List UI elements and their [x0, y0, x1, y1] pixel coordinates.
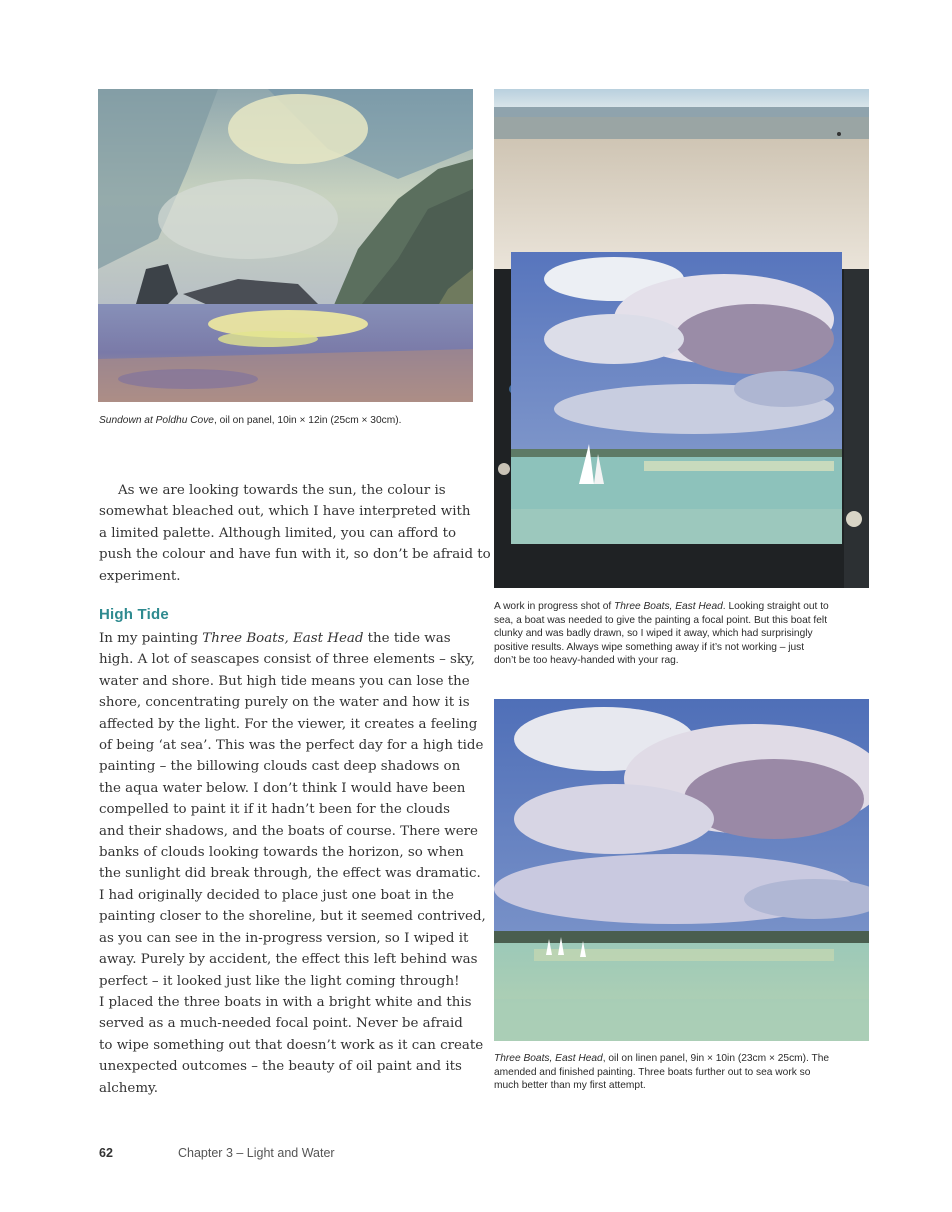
high-tide-paragraph	[99, 628, 486, 1099]
high-tide-line: unexpected outcomes – the beauty of oil paint and its	[99, 1059, 462, 1075]
high-tide-line: the sunlight did break through, the effect was dramatic.	[99, 866, 481, 882]
high-tide-line: perfect – it looked just like the light coming through!	[99, 973, 460, 989]
caption-wip-line1: . Looking straight out to	[722, 601, 829, 612]
section-heading-high-tide: High Tide	[99, 606, 169, 623]
high-tide-line: shore, concentrating purely on the water and how it is	[99, 695, 470, 711]
high-tide-line: and their shadows, and the boats of course. There were	[99, 823, 478, 839]
caption-finished-title: Three Boats, East Head	[494, 1053, 603, 1064]
page-number: 62	[99, 1146, 113, 1160]
high-tide-line1-title: Three Boats, East Head	[202, 631, 364, 646]
caption-sundown	[99, 414, 401, 428]
intro-paragraph	[99, 480, 491, 587]
caption-finished-line2: amended and finished painting. Three boats further out to sea work so	[494, 1066, 811, 1078]
caption-sundown-text: , oil on panel, 10in × 12in (25cm × 30cm).	[213, 415, 402, 426]
caption-wip-line3: clunky and was badly drawn, so I wiped it away, which had surprisingly	[494, 628, 813, 640]
high-tide-line: away. Purely by accident, the effect this left behind was	[99, 952, 478, 968]
high-tide-line: painting closer to the shoreline, but it seemed contrived,	[99, 909, 486, 925]
intro-line: As we are looking towards the sun, the colour is	[118, 483, 446, 498]
high-tide-line: painting – the billowing clouds cast deep shadows on	[99, 759, 461, 775]
high-tide-line	[99, 628, 475, 649]
intro-line: push the colour and have fun with it, so don’t be afraid to	[99, 547, 491, 563]
high-tide-line: banks of clouds looking towards the horizon, so when	[99, 845, 464, 861]
caption-wip-pre: A work in progress shot of	[494, 601, 615, 612]
high-tide-line: affected by the light. For the viewer, it creates a feeling	[99, 716, 478, 732]
high-tide-line: of being ‘at sea’. This was the perfect day for a high tide	[99, 738, 484, 754]
high-tide-line: I had originally decided to place just one boat in the	[99, 887, 454, 903]
painting-sundown-poldhu-cove	[98, 89, 473, 402]
high-tide-line: served as a much-needed focal point. Never be afraid	[99, 1016, 463, 1032]
photo-work-in-progress	[494, 89, 869, 588]
caption-wip-title: Three Boats, East Head	[614, 601, 723, 612]
caption-wip-line4: positive results. Always wipe something away if it’s not working – just	[494, 641, 805, 653]
intro-line: a limited palette. Although limited, you can afford to	[99, 525, 457, 541]
high-tide-line: as you can see in the in-progress version, so I wiped it	[99, 930, 469, 946]
caption-wip	[494, 600, 874, 668]
high-tide-line1-pre: In my painting	[99, 631, 203, 646]
high-tide-line: water and shore. But high tide means you can lose the	[99, 673, 470, 689]
painting-three-boats-east-head	[494, 699, 869, 1041]
intro-line: somewhat bleached out, which I have interpreted with	[99, 504, 471, 520]
caption-finished	[494, 1052, 874, 1093]
caption-wip-line5: don’t be too heavy-handed with your rag.	[494, 655, 679, 667]
high-tide-line: to wipe something out that doesn’t work as it can create	[99, 1037, 484, 1053]
caption-sundown-title: Sundown at Poldhu Cove	[99, 415, 214, 426]
high-tide-line1-post: the tide was	[363, 631, 451, 646]
caption-wip-line2: sea, a boat was needed to give the painting a focal point. But this boat felt	[494, 614, 828, 626]
intro-line: experiment.	[99, 568, 181, 584]
caption-finished-line3: much better than my first attempt.	[494, 1080, 646, 1092]
high-tide-line: I placed the three boats in with a bright white and this	[99, 994, 472, 1010]
high-tide-line: high. A lot of seascapes consist of three elements – sky,	[99, 652, 476, 668]
chapter-running-footer: Chapter 3 – Light and Water	[178, 1146, 335, 1160]
high-tide-line: compelled to paint it if it hadn’t been for the clouds	[99, 802, 450, 818]
high-tide-line: alchemy.	[99, 1080, 159, 1096]
caption-finished-line1: , oil on linen panel, 9in × 10in (23cm × 25cm). The	[602, 1053, 830, 1064]
high-tide-line: the aqua water below. I don’t think I would have been	[99, 780, 466, 796]
